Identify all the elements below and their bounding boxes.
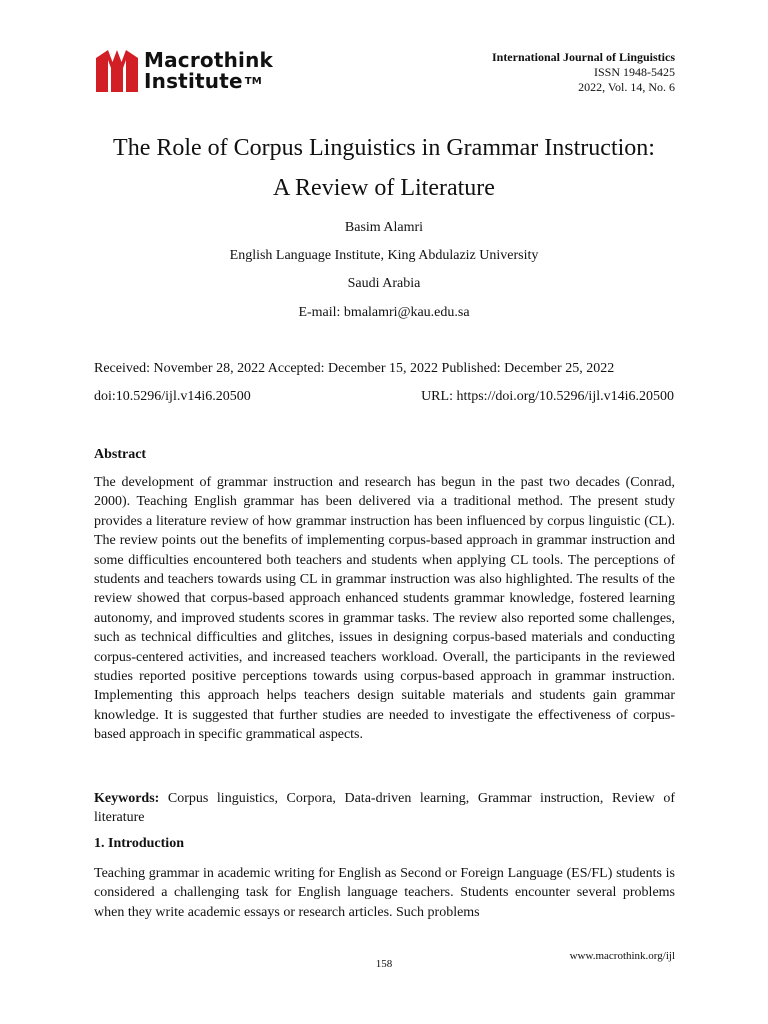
title-line-2: A Review of Literature bbox=[273, 175, 495, 201]
journal-title: International Journal of Linguistics bbox=[491, 50, 675, 64]
keywords-paragraph bbox=[94, 789, 675, 828]
abstract-heading: Abstract bbox=[94, 447, 147, 462]
article-title bbox=[80, 128, 688, 208]
doi-url[interactable]: URL: https://doi.org/10.5296/ijl.v14i6.20500 bbox=[421, 389, 674, 404]
logo-line-1: Macrothink bbox=[144, 48, 274, 72]
introduction-heading: 1. Introduction bbox=[94, 836, 184, 851]
title-line-1: The Role of Corpus Linguistics in Grammar Instruction: bbox=[113, 135, 655, 161]
author-email[interactable]: E-mail: bmalamri@kau.edu.sa bbox=[298, 305, 470, 320]
doi-text[interactable]: doi:10.5296/ijl.v14i6.20500 bbox=[94, 389, 251, 404]
logo-wordmark bbox=[144, 50, 273, 92]
logo-trademark: TM bbox=[244, 76, 262, 87]
macrothink-logo-icon bbox=[94, 48, 140, 94]
author-country: Saudi Arabia bbox=[347, 276, 421, 291]
publisher-logo bbox=[94, 46, 294, 96]
journal-info bbox=[492, 50, 675, 95]
abstract-text: The development of grammar instruction and research has begun in the past two decades (Conrad, 2000). Teaching English grammar has been delivered via a traditional method. The present study provides a literature review of how grammar instruction has been influenced by corpus linguistic (CL). The review points out the benefits of implementing corpus-based approach in grammar instruction and some difficulties encountered both teachers and students when applying CL tools. The perceptions of students and teachers towards using CL in grammar instruction was also highlighted. The results of the review showed that corpus-based approach enhanced students grammar knowledge, fostered learning autonomy, and improved students scores in grammar tasks. The review also reported some challenges, such as technical difficulties and glitches, issues in designing corpus-based materials and conducting corpus-centered activities, and increased teachers workload. Overall, the participants in the reviewed studies reported positive perceptions towards using corpus-based approach in grammar instruction. Implementing this approach helps teachers design suitable materials and students gain grammar knowledge. It is suggested that further studies are needed to investigate the effectiveness of corpus-based approach in specific grammatical aspects. bbox=[94, 475, 675, 743]
keywords-text: Corpus linguistics, Corpora, Data-driven learning, Grammar instruction, Review of literature bbox=[94, 791, 675, 826]
keywords-label: Keywords: bbox=[94, 791, 160, 806]
logo-line-2: Institute bbox=[144, 69, 243, 93]
publication-dates: Received: November 28, 2022 Accepted: December 15, 2022 Published: December 25, 2022 bbox=[94, 361, 615, 376]
page-number: 158 bbox=[375, 958, 393, 970]
introduction-text: Teaching grammar in academic writing for English as Second or Foreign Language (ES/FL) students is considered a challenging task for English language teachers. Students encounter several problems when they write academic essays or research articles. Such problems bbox=[94, 866, 675, 920]
footer-url[interactable]: www.macrothink.org/ijl bbox=[569, 950, 675, 962]
journal-volume: 2022, Vol. 14, No. 6 bbox=[578, 80, 675, 94]
author-affiliation: English Language Institute, King Abdulaziz University bbox=[229, 248, 539, 263]
doi-row bbox=[94, 389, 674, 405]
author-name: Basim Alamri bbox=[344, 220, 424, 235]
journal-issn: ISSN 1948-5425 bbox=[593, 65, 675, 79]
